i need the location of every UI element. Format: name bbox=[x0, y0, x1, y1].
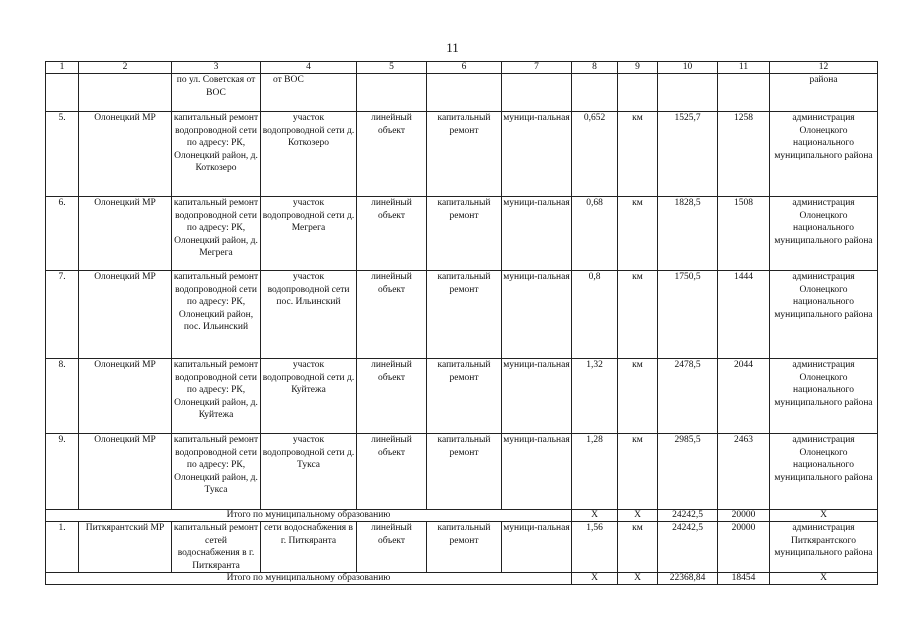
cell-cost-total: 1828,5 bbox=[658, 197, 718, 271]
col-header: 2 bbox=[79, 62, 172, 74]
cell-number: 9. bbox=[46, 434, 79, 510]
cell-object-type: линейный объект bbox=[357, 271, 427, 359]
total-row bbox=[46, 573, 878, 585]
cell-number: 8. bbox=[46, 359, 79, 434]
col-header: 1 bbox=[46, 62, 79, 74]
cell-number: 1. bbox=[46, 522, 79, 573]
cell-object: участок водопроводной сети д. Мегрега bbox=[261, 197, 357, 271]
cell-unit: км bbox=[618, 112, 658, 197]
cell-municipality: Питкярантский МР bbox=[79, 522, 172, 573]
cell-ownership: муници-пальная bbox=[502, 434, 572, 510]
cell-quantity: 0,8 bbox=[572, 271, 618, 359]
total-cell: X bbox=[618, 573, 658, 585]
cell-unit: км bbox=[618, 271, 658, 359]
cell-object: сети водоснабжения в г. Питкяранта bbox=[261, 522, 357, 573]
cell-quantity: 0,652 bbox=[572, 112, 618, 197]
cell-administration: администрация Питкярантского муниципального района bbox=[770, 522, 878, 573]
cell-work-type: капитальный ремонт bbox=[427, 112, 502, 197]
cell-cost-total: 24242,5 bbox=[658, 522, 718, 573]
table-row bbox=[46, 359, 878, 434]
cell-name: капитальный ремонт водопроводной сети по адресу: РК, Олонецкий район, д. Тукса bbox=[172, 434, 261, 510]
cell-cost-subsidy: 20000 bbox=[718, 522, 770, 573]
cell-administration: администрация Олонецкого национального муниципального района bbox=[770, 359, 878, 434]
total-cell: 20000 bbox=[718, 510, 770, 522]
cell-name: капитальный ремонт водопроводной сети по адресу: РК, Олонецкий район, д. Мегрега bbox=[172, 197, 261, 271]
cell-object-type: линейный объект bbox=[357, 197, 427, 271]
col-header: 12 bbox=[770, 62, 878, 74]
cell-work-type: капитальный ремонт bbox=[427, 522, 502, 573]
cell-cost-total: 2985,5 bbox=[658, 434, 718, 510]
cell-administration: района bbox=[770, 74, 878, 112]
total-cell: X bbox=[618, 510, 658, 522]
cell-municipality: Олонецкий МР bbox=[79, 271, 172, 359]
col-header: 8 bbox=[572, 62, 618, 74]
col-header: 5 bbox=[357, 62, 427, 74]
table-row bbox=[46, 112, 878, 197]
total-cell: 24242,5 bbox=[658, 510, 718, 522]
cell-object: участок водопроводной сети д. Тукса bbox=[261, 434, 357, 510]
cell-name: капитальный ремонт водопроводной сети по адресу: РК, Олонецкий район, д. Коткозеро bbox=[172, 112, 261, 197]
cell-municipality: Олонецкий МР bbox=[79, 359, 172, 434]
cell-object: участок водопроводной сети д. Куйтежа bbox=[261, 359, 357, 434]
cell-ownership: муници-пальная bbox=[502, 112, 572, 197]
cell-municipality: Олонецкий МР bbox=[79, 197, 172, 271]
cell-quantity: 0,68 bbox=[572, 197, 618, 271]
cell-cost-total: 2478,5 bbox=[658, 359, 718, 434]
page-number: 11 bbox=[446, 40, 459, 55]
col-header: 6 bbox=[427, 62, 502, 74]
total-cell: X bbox=[572, 573, 618, 585]
total-cell: X bbox=[770, 573, 878, 585]
total-row bbox=[46, 510, 878, 522]
cell-administration: администрация Олонецкого национального муниципального района bbox=[770, 112, 878, 197]
cell-ownership: муници-пальная bbox=[502, 522, 572, 573]
cell-object: от ВОС bbox=[261, 74, 357, 112]
cell-name: по ул. Советская от ВОС bbox=[172, 74, 261, 112]
cell-cost-total: 1525,7 bbox=[658, 112, 718, 197]
cell-quantity: 1,28 bbox=[572, 434, 618, 510]
cell-object: участок водопроводной сети пос. Ильинский bbox=[261, 271, 357, 359]
cell-ownership: муници-пальная bbox=[502, 197, 572, 271]
cell-unit: км bbox=[618, 197, 658, 271]
col-header: 10 bbox=[658, 62, 718, 74]
table-row bbox=[46, 197, 878, 271]
continuation-row bbox=[46, 74, 878, 112]
total-cell: X bbox=[770, 510, 878, 522]
cell-name: капитальный ремонт сетей водоснабжения в г. Питкяранта bbox=[172, 522, 261, 573]
col-header: 3 bbox=[172, 62, 261, 74]
cell-name: капитальный ремонт водопроводной сети по адресу: РК, Олонецкий район, пос. Ильинский bbox=[172, 271, 261, 359]
cell-administration: администрация Олонецкого национального муниципального района bbox=[770, 434, 878, 510]
col-header: 9 bbox=[618, 62, 658, 74]
cell-work-type: капитальный ремонт bbox=[427, 271, 502, 359]
cell-object-type: линейный объект bbox=[357, 359, 427, 434]
cell-unit: км bbox=[618, 434, 658, 510]
column-numbers-row bbox=[46, 62, 878, 74]
col-header: 7 bbox=[502, 62, 572, 74]
cell-object-type: линейный объект bbox=[357, 112, 427, 197]
cell-cost-subsidy: 1508 bbox=[718, 197, 770, 271]
total-label: Итого по муниципальному образованию bbox=[46, 510, 572, 522]
cell-quantity: 1,56 bbox=[572, 522, 618, 573]
col-header: 11 bbox=[718, 62, 770, 74]
cell-unit: км bbox=[618, 359, 658, 434]
cell-cost-subsidy: 2044 bbox=[718, 359, 770, 434]
cell-ownership: муници-пальная bbox=[502, 359, 572, 434]
cell-number: 6. bbox=[46, 197, 79, 271]
cell-name: капитальный ремонт водопроводной сети по адресу: РК, Олонецкий район, д. Куйтежа bbox=[172, 359, 261, 434]
cell-cost-subsidy: 1444 bbox=[718, 271, 770, 359]
total-label: Итого по муниципальному образованию bbox=[46, 573, 572, 585]
cell-cost-subsidy: 2463 bbox=[718, 434, 770, 510]
cell-number: 5. bbox=[46, 112, 79, 197]
cell-municipality: Олонецкий МР bbox=[79, 112, 172, 197]
table-row bbox=[46, 434, 878, 510]
cell-unit: км bbox=[618, 522, 658, 573]
cell-number: 7. bbox=[46, 271, 79, 359]
total-cell: 18454 bbox=[718, 573, 770, 585]
cell-cost-total: 1750,5 bbox=[658, 271, 718, 359]
cell-quantity: 1,32 bbox=[572, 359, 618, 434]
total-cell: X bbox=[572, 510, 618, 522]
cell-work-type: капитальный ремонт bbox=[427, 197, 502, 271]
cell-administration: администрация Олонецкого национального муниципального района bbox=[770, 271, 878, 359]
cell-work-type: капитальный ремонт bbox=[427, 359, 502, 434]
cell-object-type: линейный объект bbox=[357, 434, 427, 510]
total-cell: 22368,84 bbox=[658, 573, 718, 585]
cell-work-type: капитальный ремонт bbox=[427, 434, 502, 510]
projects-table bbox=[45, 61, 878, 585]
cell-administration: администрация Олонецкого национального муниципального района bbox=[770, 197, 878, 271]
table-row bbox=[46, 522, 878, 573]
cell-ownership: муници-пальная bbox=[502, 271, 572, 359]
cell-object-type: линейный объект bbox=[357, 522, 427, 573]
cell-object: участок водопроводной сети д. Коткозеро bbox=[261, 112, 357, 197]
cell-cost-subsidy: 1258 bbox=[718, 112, 770, 197]
table-row bbox=[46, 271, 878, 359]
cell-municipality: Олонецкий МР bbox=[79, 434, 172, 510]
col-header: 4 bbox=[261, 62, 357, 74]
